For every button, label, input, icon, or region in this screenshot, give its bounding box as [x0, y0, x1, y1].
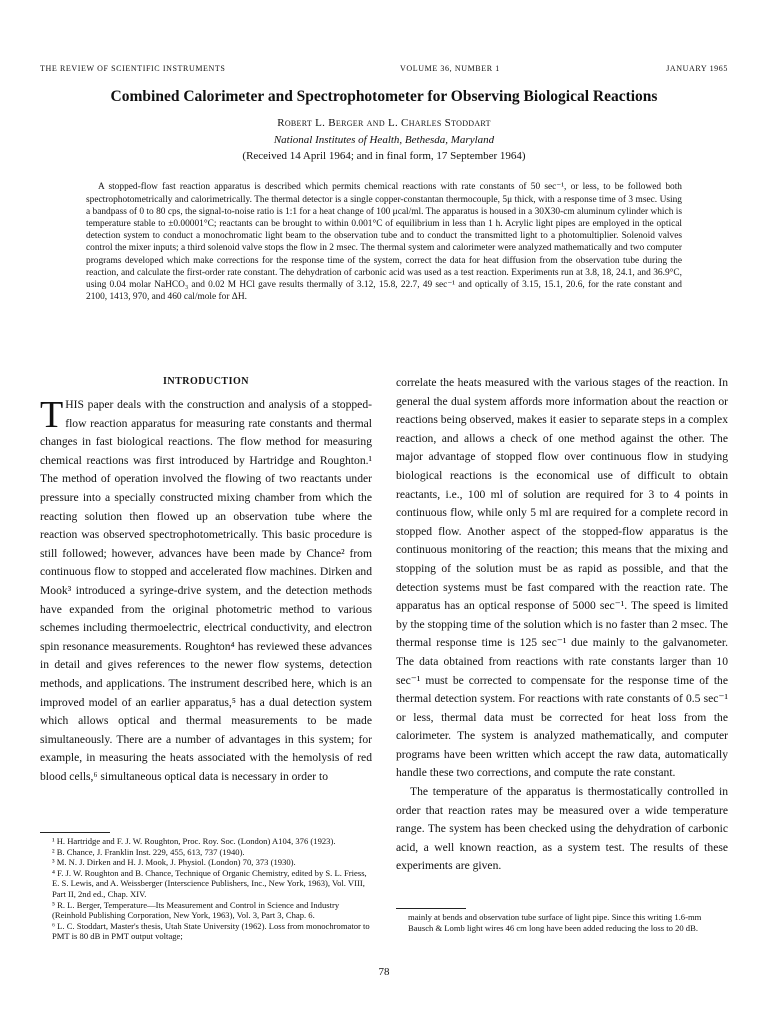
footnote: ⁶ L. C. Stoddart, Master's thesis, Utah State University (1962). Loss from monochromator to PMT is 80 dB in PMT output voltage;	[52, 920, 370, 942]
journal-name: THE REVIEW OF SCIENTIFIC INSTRUMENTS	[40, 64, 226, 73]
footnote: ³ M. N. J. Dirken and H. J. Mook, J. Physiol. (London) 70, 373 (1930).	[52, 857, 296, 868]
footnote-rule-right	[396, 908, 466, 909]
section-heading-introduction: INTRODUCTION	[162, 376, 249, 387]
footnote-rule	[40, 832, 110, 833]
authors: Robert L. Berger and L. Charles Stoddart	[277, 117, 491, 129]
footnotes-left	[40, 832, 372, 942]
intro-paragraph-1	[40, 396, 372, 786]
issue-date: JANUARY 1965	[666, 64, 728, 73]
page-number: 78	[378, 966, 390, 978]
footnote: ⁵ R. L. Berger, Temperature—Its Measurement and Control in Science and Industry (Reinhold Publishing Corporation, New York, 1963), Vol. 3, Part 3, Chap. 6.	[52, 899, 340, 921]
intro-paragraph-3: The temperature of the apparatus is thermostatically controlled in order that reaction rates may be measured over a wide temperature range. The system has been checked using the dehydration of carbonic acid, a well known reaction, as a system test. The results of these experiments are given.	[396, 785, 728, 873]
affiliation: National Institutes of Health, Bethesda, Maryland	[273, 134, 495, 146]
footnote-list	[40, 836, 372, 942]
intro-paragraph-2: correlate the heats measured with the various stages of the reaction. In general the dual system affords more information about the reaction or reactions being observed, makes it easier to separate steps in a complex reaction, and allows a check of one method against the other. The major advantage of stopped flow over continuous flow in studying biological reactions is the economical use of difficult to obtain reactants, i.e., 100 ml of solution are required for 3 to 4 points in continuous flow, while only 5 ml are required for a complete record in stopped flow. Another aspect of the stopped-flow apparatus is the continuous monitoring of the reaction; this means that the mixing and stopping of the solution must be as rapid as possible, and that the detection systems must be fast compared with the reaction rate. The apparatus has an optical response of 5000 sec⁻¹. The speed is limited by the stopping time of the solution which is no faster than 2 msec. The thermal response time is 125 sec⁻¹ due mainly to the galvanometer. The data obtained from reactions with rate constants larger than 10 sec⁻¹ must be corrected to compensate for the response time of the thermal detection system. For reactions with rate constants of 0.5 sec⁻¹ or less, thermal data must be corrected for heat loss from the calorimeter. The system is analyzed mathematically, and computer programs have been written which accept the raw data, automatically handle these two corrections, and compute the rate constant.	[396, 376, 728, 780]
footnotes-right	[396, 908, 728, 933]
volume-number: VOLUME 36, NUMBER 1	[400, 64, 500, 73]
footnote: ² B. Chance, J. Franklin Inst. 229, 455, 613, 737 (1940).	[52, 846, 245, 857]
running-head	[40, 64, 728, 76]
left-column	[40, 374, 372, 786]
right-column	[396, 374, 728, 876]
abstract: A stopped-flow fast reaction apparatus is described which permits chemical reactions with rate constants of 50 sec⁻¹, or less, to be followed both spectrophotometrically and calorimetrically. The thermal detector is a single copper-constantan thermocouple, 5μ thick, with a response time of 3 msec. Using a bandpass of 0 to 80 cps, the signal-to-noise ratio is 1:1 for a heat change of 100 μcal/ml. The apparatus is housed in a 30X30-cm aluminum cylinder which is temperature stable to ±0.00001°C; reactants can be brought to within 0.001°C of equilibrium in less than 1 h. Acrylic light pipes are employed in the optical detection system to conduct a monochromatic light beam to the observation tube and to conduct the transmitted light to a photomultiplier. Solenoid valves control the mixer inputs; a third solenoid valve stops the flow in 2 msec. The thermal system and calorimeter were analyzed mathematically and two computer programs developed which make corrections for the response time of the system, correct the data for heat diffusion from the observation tube during the reaction, and calculate the first-order rate constant. The dehydration of carbonic acid was used as a test reaction. Experiments run at 3.8, 18, 24.1, and 36.9°C, using 0.04 molar NaHCO₃ and 0.02 M HCl gave results thermally of 3.12, 15.8, 22.7, 49 sec⁻¹ and optically of 3.15, 15.1, 20.6, for the rate constant and 2100, 1413, 970, and 460 cal/mole for ΔH.	[86, 182, 682, 303]
footnote-continuation: mainly at bends and observation tube surface of light pipe. Since this writing 1.6-mm Bausch & Lomb light wires 46 cm long have been added reducing the loss to 20 dB.	[408, 912, 702, 933]
footnote: ⁴ F. J. W. Roughton and B. Chance, Technique of Organic Chemistry, edited by S. L. Friess, E. S. Lewis, and A. Weissberger (Interscience Publishers, Inc., New York, 1963), Vol. VIII, Part II, 2nd ed., Chap. XIV.	[52, 867, 367, 899]
intro-paragraph-1-text: HIS paper deals with the construction and analysis of a stopped-flow reaction apparatus for measuring rate constants and thermal changes in fast biological reactions. The flow method for measuring chemical reactions was first introduced by Hartridge and Roughton.¹ The method of operation involved the flowing of two reactants under pressure into a specially constructed mixing chamber from which the reacting solution then flowed up an observation tube where the reaction was observed spectrophotometrically. This basic procedure is still followed; however, advances have been made by Chance² from continuous flow to stopped and accelerated flow machines. Dirken and Mook³ introduced a syringe-drive system, and the detection methods have expanded from the original photometric method to various schemes including thermoelectric, electrical conductivity, and electron spin resonance measurements. Roughton⁴ has reviewed these advances in detail and gives references to the newer flow systems, detection methods, and applications. The instrument described here, which is an improved model of an earlier apparatus,⁵ has a dual detection system which allows optical and thermal measurements to be made simultaneously. There are a number of advantages in this system; for example, in measuring the heats associated with the hemolysis of red blood cells,⁶ simultaneous optical data is necessary in order to	[40, 398, 372, 783]
footnote: ¹ H. Hartridge and F. J. W. Roughton, Proc. Roy. Soc. (London) A104, 376 (1923).	[52, 836, 336, 846]
drop-cap: T	[40, 394, 64, 436]
article-title: Combined Calorimeter and Spectrophotometer for Observing Biological Reactions	[110, 88, 658, 105]
received-dates: (Received 14 April 1964; and in final form, 17 September 1964)	[242, 150, 526, 162]
